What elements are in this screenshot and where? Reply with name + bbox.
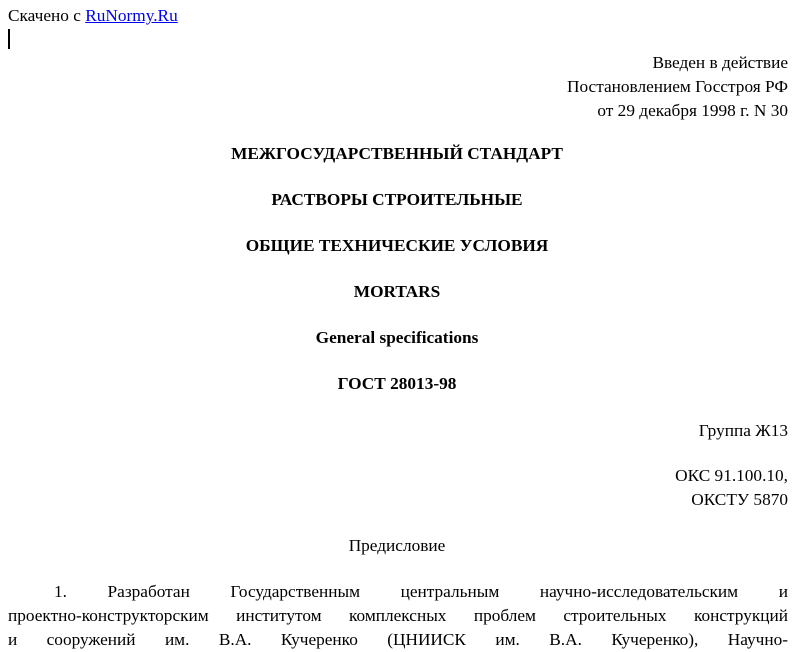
oks-code: ОКС 91.100.10, (675, 466, 788, 485)
group-label: Группа Ж13 (698, 421, 788, 440)
preface-heading: Предисловие (348, 536, 446, 555)
enactment-line: Введен в действие (652, 53, 788, 72)
standard-code: ГОСТ 28013-98 (337, 374, 457, 393)
word: (ЦНИИСК (387, 630, 466, 649)
paragraph-line (8, 628, 788, 652)
preface-paragraph (8, 580, 788, 652)
word: комплексных (349, 606, 447, 625)
group-classification (699, 419, 788, 443)
paragraph-line (8, 580, 788, 604)
word: Кучеренко (280, 630, 358, 649)
word: 1. (54, 582, 67, 601)
word: конструкций (693, 606, 788, 625)
title-ru: РАСТВОРЫ СТРОИТЕЛЬНЫЕ (271, 190, 523, 209)
word: Кучеренко), (611, 630, 699, 649)
paragraph-line (8, 604, 788, 628)
subtitle-en: General specifications (315, 328, 479, 347)
source-link[interactable]: RuNormy.Ru (85, 6, 178, 25)
oks-classification (675, 464, 788, 512)
word: институтом (236, 606, 322, 625)
enactment-line: Постановлением Госстроя РФ (566, 77, 788, 96)
word: им. (164, 630, 190, 649)
word: Научно- (727, 630, 788, 649)
word: проектно-конструкторским (8, 606, 209, 625)
text-cursor (8, 29, 10, 49)
word: Разработан (107, 582, 190, 601)
word: научно-исследовательским (539, 582, 739, 601)
subtitle-ru: ОБЩИЕ ТЕХНИЧЕСКИЕ УСЛОВИЯ (245, 236, 549, 255)
word: В.А. (218, 630, 252, 649)
title-en: MORTARS (353, 282, 441, 301)
word: Государственным (230, 582, 361, 601)
word: и (8, 630, 18, 649)
word: центральным (400, 582, 500, 601)
enactment-note (567, 51, 788, 123)
word: проблем (473, 606, 536, 625)
word: им. (495, 630, 520, 649)
word: сооружений (46, 630, 136, 649)
downloaded-prefix: Скачено с (8, 6, 81, 25)
enactment-line: от 29 декабря 1998 г. N 30 (597, 101, 788, 120)
word: строительных (563, 606, 667, 625)
okstu-code: ОКСТУ 5870 (691, 490, 788, 509)
source-line (8, 6, 178, 26)
word: и (778, 582, 788, 601)
standard-type-heading: МЕЖГОСУДАРСТВЕННЫЙ СТАНДАРТ (231, 144, 563, 163)
word: В.А. (549, 630, 582, 649)
